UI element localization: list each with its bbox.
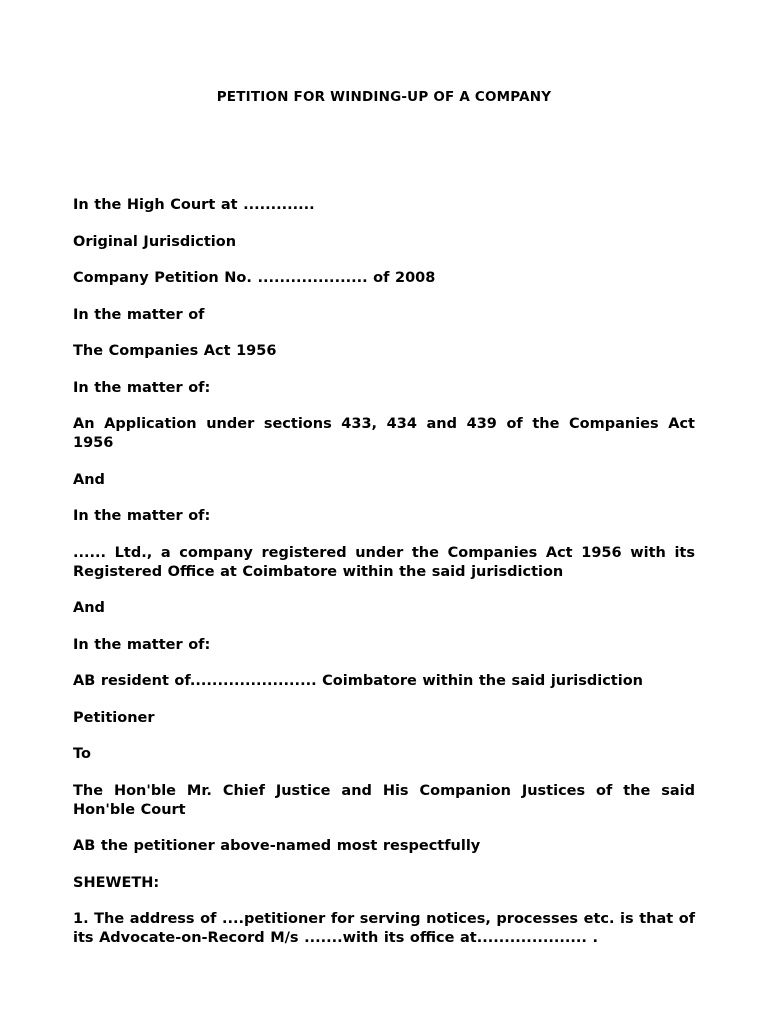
numbered-paragraph-1: 1. The address of ....petitioner for serving notices, processes etc. is that of its Advocate-on-Record M/s .......with its office at.................... . [73, 911, 695, 946]
document-body [73, 196, 695, 966]
act-line: The Companies Act 1956 [73, 343, 277, 359]
matter-heading: In the matter of: [73, 636, 211, 653]
matter-heading: In the matter of: [73, 508, 211, 524]
petitioner-statement: AB the petitioner above-named most respectfully [73, 838, 481, 854]
sheweth-heading: SHEWETH: [73, 874, 160, 891]
to-line: To [73, 746, 91, 762]
petitioner-label: Petitioner [73, 709, 155, 726]
court-line: In the High Court at ............. [73, 197, 315, 213]
application-line: An Application under sections 433, 434 and 439 of the Companies Act 1956 [73, 416, 695, 451]
company-description: ...... Ltd., a company registered under the Companies Act 1956 with its Registered Office at Coimbatore within the said jurisdiction [73, 544, 695, 580]
addressee-line: The Hon'ble Mr. Chief Justice and His Companion Justices of the said Hon'ble Court [73, 782, 695, 818]
matter-heading: In the matter of [73, 306, 205, 323]
document-title: PETITION FOR WINDING-UP OF A COMPANY [216, 89, 552, 105]
and-line: And [73, 600, 105, 616]
petition-number-line: Company Petition No. .................... of 2008 [73, 270, 436, 286]
jurisdiction-line: Original Jurisdiction [73, 233, 237, 250]
and-line: And [73, 471, 105, 488]
petitioner-residence: AB resident of....................... Coimbatore within the said jurisdiction [73, 673, 643, 689]
matter-heading: In the matter of: [73, 379, 211, 396]
